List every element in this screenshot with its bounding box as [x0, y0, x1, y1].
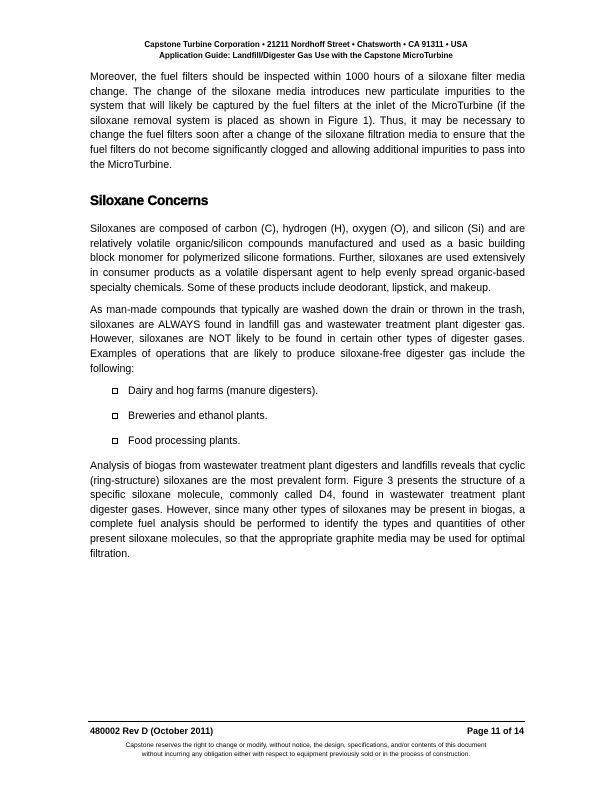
footer-disclaimer: [0, 741, 612, 759]
header-company-address: Capstone Turbine Corporation • 21211 Nordhoff Street • Chatsworth • CA 91311 • USA: [144, 40, 468, 49]
paragraph-biogas-analysis: Analysis of biogas from wastewater treatment plant digesters and landfills reveals that cyclic (ring-structure) siloxanes are the most prevalent form. Figure 3 presents the structure of a specific siloxane molecule, commonly called D4, found in wastewater treatment plant digester gases. However, since many other types of siloxanes may be present in biogas, a complete fuel analysis should be performed to identify the types and quantities of other present siloxane molecules, so that the appropriate graphite media may be used for optimal filtration.: [90, 460, 525, 560]
document-body: [90, 70, 525, 561]
list-item-text: Food processing plants.: [128, 435, 241, 448]
square-bullet-icon: [112, 413, 118, 419]
footer-document-id: 480002 Rev D (October 2011): [90, 726, 214, 736]
list-item: [112, 384, 525, 398]
list-item: [112, 434, 525, 448]
list-item-text: Breweries and ethanol plants.: [128, 410, 268, 423]
paragraph-fuel-filters: Moreover, the fuel filters should be inspected within 1000 hours of a siloxane filter media change. The change of the siloxane media introduces new particulate impurities to the system that will likely be captured by the fuel filters at the inlet of the MicroTurbine (if the siloxane removal system is placed as shown in Figure 1). Thus, it may be necessary to change the fuel filters soon after a change of the siloxane filtration media to ensure that the fuel filters do not become significantly clogged and allowing additional impurities to pass into the MicroTurbine.: [90, 71, 525, 171]
header-guide-title: Application Guide: Landfill/Digester Gas Use with the Capstone MicroTurbine: [159, 51, 453, 60]
square-bullet-icon: [112, 388, 118, 394]
paragraph-siloxane-composition: Siloxanes are composed of carbon (C), hydrogen (H), oxygen (O), and silicon (Si) and are relatively volatile organic/silicon compounds manufactured and used as a basic building block monomer for polymerized silicone formations. Further, siloxanes are used extensively in consumer products as a volatile dispersant agent to help evenly spread organic-based specialty chemicals. Some of these products include deodorant, lipstick, and makeup.: [90, 223, 525, 294]
footer-divider: [88, 721, 525, 722]
bullet-list-siloxane-free-operations: [90, 384, 525, 448]
square-bullet-icon: [112, 438, 118, 444]
disclaimer-line-2: without incurring any obligation either with respect to equipment previously sold or in the process of construction.: [141, 751, 471, 758]
footer-page-number: Page 11 of 14: [466, 726, 524, 736]
list-item: [112, 409, 525, 423]
disclaimer-line-1: Capstone reserves the right to change or modify, without notice, the design, specifications, and/or contents of this document: [125, 742, 487, 749]
section-heading-siloxane-concerns: Siloxane Concerns: [90, 193, 209, 209]
list-item-text: Dairy and hog farms (manure digesters).: [128, 385, 319, 398]
paragraph-siloxane-occurrence: As man-made compounds that typically are washed down the drain or thrown in the trash, siloxanes are ALWAYS found in landfill gas and wastewater treatment plant digester gas. However, siloxanes are NOT likely to be found in certain other types of digester gases. Examples of operations that are likely to produce siloxane-free digester gas include the following:: [90, 304, 525, 375]
page-header: [0, 39, 612, 61]
